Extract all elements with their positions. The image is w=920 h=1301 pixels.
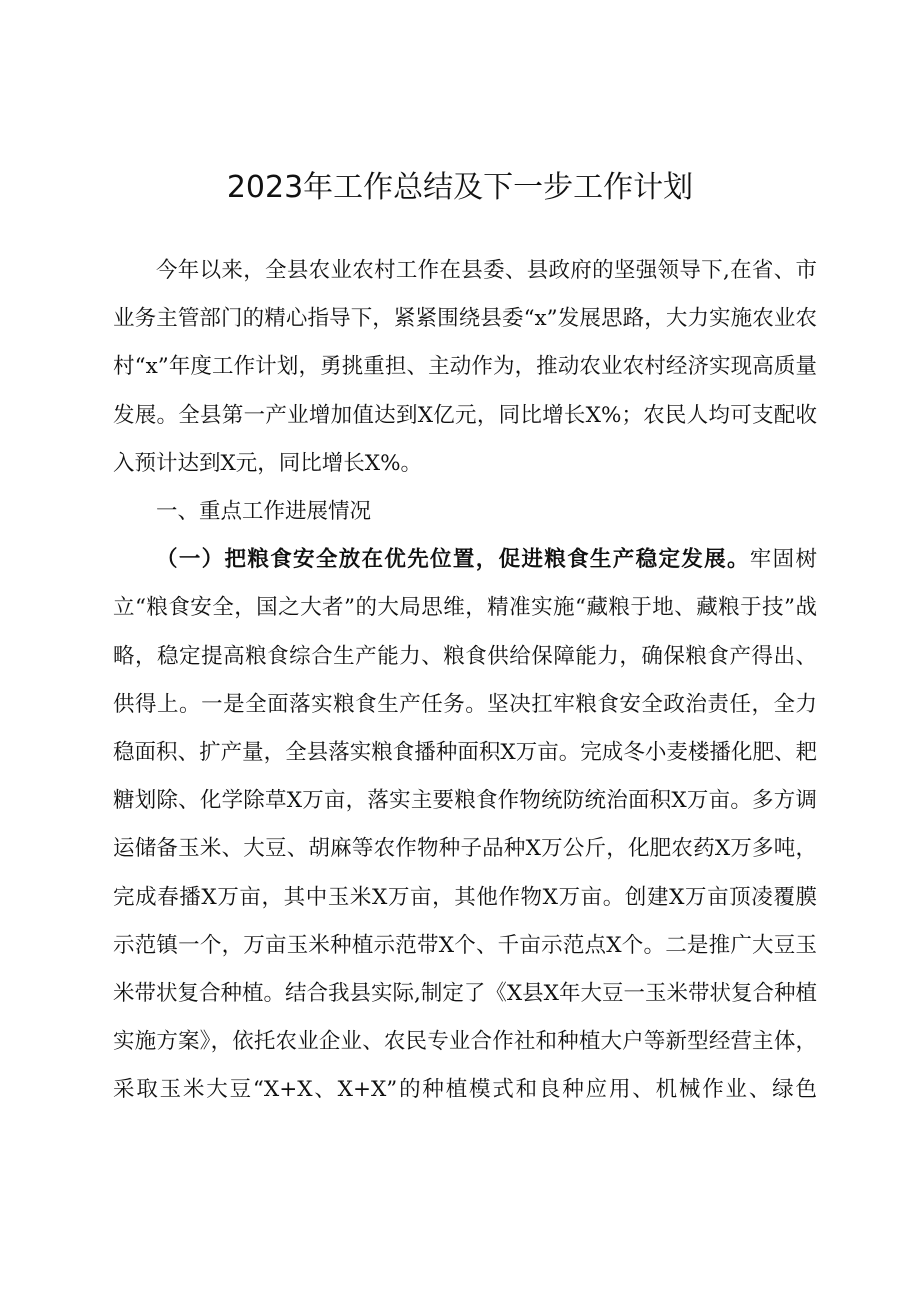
document-body: [113, 247, 817, 1115]
subsection-body: 牢固树立“粮食安全，国之大者”的大局思维，精准实施“藏粮于地、藏粮于技”战略，稳定提高粮食综合生产能力、粮食供给保障能力，确保粮食产得出、供得上。一是全面落实粮食生产任务。坚决扛牢粮食安全政治责任，全力稳面积、扩产量，全县落实粮食播种面积X万亩。完成冬小麦楼播化肥、耙糖划除、化学除草X万亩，落实主要粮食作物统防统治面积X万亩。多方调运储备玉米、大豆、胡麻等农作物种子品种X万公斤，化肥农药X万多吨，完成春播X万亩，其中玉米X万亩，其他作物X万亩。创建X万亩顶凌覆膜示范镇一个，万亩玉米种植示范带X个、千亩示范点X个。二是推广大豆玉米带状复合种植。结合我县实际,制定了《X县X年大豆一玉米带状复合种植实施方案》，依托农业企业、农民专业合作社和种植大户等新型经营主体，采取玉米大豆“X+X、X+X”的种植模式和良种应用、机械作业、绿色: [113, 547, 817, 1103]
document-title: 2023年工作总结及下一步工作计划: [226, 170, 694, 205]
subsection-lead: （一）把粮食安全放在优先位置，促进粮食生产稳定发展。: [156, 547, 750, 573]
subsection-paragraph: [113, 536, 817, 1114]
section-heading: 一、重点工作进展情况: [156, 499, 372, 525]
intro-paragraph: 今年以来，全县农业农村工作在县委、县政府的坚强领导下,在省、市业务主管部门的精心指导下，紧紧围绕县委“x”发展思路，大力实施农业农村“x”年度工作计划，勇挑重担、主动作为，推动农业农村经济实现高质量发展。全县第一产业增加值达到X亿元，同比增长X%；农民人均可支配收入预计达到X元，同比增长X%。: [113, 258, 817, 476]
